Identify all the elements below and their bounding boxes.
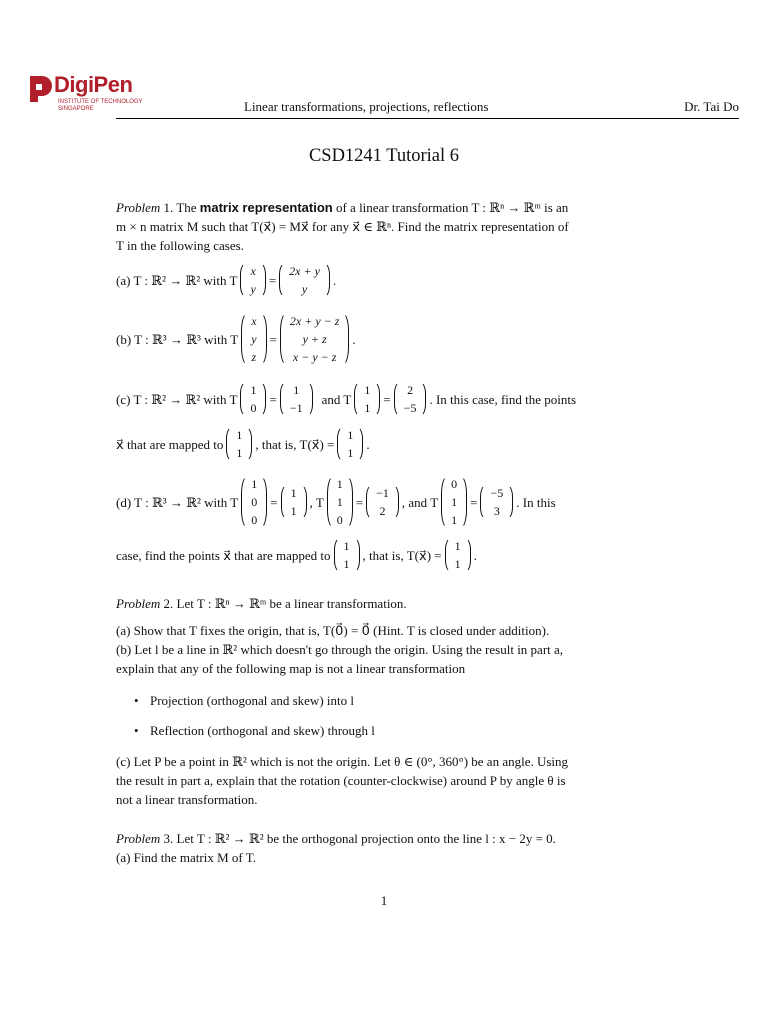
problem-1d-text: (d) T : ℝ³ → ℝ² with T (116, 494, 239, 510)
cell: 1 (236, 446, 243, 460)
cell: 2x + y (289, 264, 320, 278)
cell: −5 (490, 486, 504, 500)
bullet-text: Projection (orthogonal and skew) into l (150, 693, 354, 708)
cell: 1 (347, 428, 354, 442)
matrix-b-input (241, 312, 266, 366)
cell: y (250, 282, 256, 296)
problem-1b: (b) T : ℝ³ → ℝ³ with T x y z = 2x + y − z y + z x − y − z . (116, 314, 356, 364)
problem-1a-text: (a) T : ℝ² → ℝ² with T (116, 272, 238, 288)
cell: 1 (290, 504, 297, 518)
cell: 3 (493, 504, 500, 518)
cell: 0 (251, 495, 258, 509)
cell: 1 (454, 539, 461, 553)
matrix-d-output-1 (281, 484, 307, 520)
problem-1-intro (116, 198, 656, 255)
matrix-a-output (279, 262, 330, 298)
matrix-d-input-2 (327, 475, 353, 529)
cell: 1 (364, 383, 371, 397)
cell: y (301, 282, 308, 296)
problem-2b-line-2: explain that any of the following map is not a linear transformation (116, 661, 466, 676)
matrix-a-input (240, 262, 265, 298)
problem-2-intro-text: Let T : ℝⁿ → ℝᵐ be a linear transformation. (176, 596, 407, 611)
problem-2c-line-2: the result in part a, explain that the rotation (counter-clockwise) around P by angle θ is (116, 773, 566, 788)
logo-subtitle: INSTITUTE OF TECHNOLOGY SINGAPORE (58, 99, 143, 112)
problem-1d: (d) T : ℝ³ → ℝ² with T 1 0 0 = 1 1 , T 1 1 0 = −1 2 , and T 0 1 1 = −5 3 . In this (116, 477, 556, 527)
bullet-text: Reflection (orthogonal and skew) through l (150, 723, 375, 738)
matrix-c-input-2 (354, 381, 380, 417)
problem-3a: (a) Find the matrix M of T. (116, 850, 256, 865)
problem-1c-line2-mid: , that is, T(x⃗) = (255, 436, 335, 452)
cell: y + z (302, 332, 327, 346)
document-title: CSD1241 Tutorial 6 (308, 146, 460, 166)
problem-1-label: Problem (116, 200, 161, 215)
problem-2-label: Problem (116, 596, 161, 611)
matrix-d-target-2 (445, 537, 471, 573)
problem-3 (116, 829, 656, 867)
cell: 1 (251, 477, 258, 491)
matrix-c-target-2 (337, 426, 363, 462)
problem-1c-post: . In this case, find the points (429, 391, 577, 407)
problem-2c-line-1: (c) Let P be a point in ℝ² which is not the origin. Let θ ∈ (0°, 360°) be an angle. Using (116, 754, 569, 769)
matrix-c-input-1 (240, 381, 266, 417)
cell: 1 (364, 401, 371, 415)
cell: 1 (343, 557, 350, 571)
cell: 1 (336, 495, 343, 509)
cell: −1 (289, 401, 303, 415)
header-rule (116, 118, 739, 119)
header-author: Dr. Tai Do (684, 99, 739, 114)
problem-2-intro (116, 594, 656, 613)
cell: −5 (403, 401, 417, 415)
cell: 1 (336, 477, 343, 491)
matrix-d-target (334, 537, 360, 573)
cell: 0 (250, 401, 257, 415)
cell: 1 (290, 486, 297, 500)
problem-2-num: 2. (163, 596, 174, 611)
cell: 1 (454, 557, 461, 571)
problem-2-parts-ab (116, 621, 656, 678)
matrix-d-input-1 (241, 475, 267, 529)
cell: −1 (376, 486, 389, 500)
problem-1d-and: , and T (401, 494, 439, 510)
problem-3-label: Problem (116, 831, 161, 846)
problem-1-bold-term: matrix representation (199, 200, 333, 215)
cell: z (251, 350, 257, 364)
matrix-d-output-2 (366, 484, 399, 520)
cell: 1 (250, 383, 257, 397)
header-title: Linear transformations, projections, reflections (244, 99, 489, 114)
problem-1c: (c) T : ℝ² → ℝ² with T 1 0 = 1 −1 and T 1 1 = 2 −5 . In this case, find the points (116, 383, 577, 415)
problem-1d-t: , T (309, 494, 324, 510)
problem-2-bullet-list (116, 691, 656, 740)
problem-1c-text: (c) T : ℝ² → ℝ² with T (116, 391, 238, 407)
digipen-logo-mark-icon (28, 74, 52, 104)
cell: 2x + y − z (289, 314, 340, 328)
running-header (116, 99, 739, 117)
bullet-item (116, 721, 656, 740)
problem-1-intro-a: The (176, 200, 197, 215)
cell: 2 (407, 383, 414, 397)
cell: 0 (451, 477, 458, 491)
problem-1d-line2-text: case, find the points x⃗ that are mapped to (116, 547, 331, 563)
logo-name: DigiPen (54, 72, 133, 97)
bullet-icon: • (134, 723, 139, 738)
cell: 2 (379, 504, 386, 518)
cell: 1 (293, 383, 300, 397)
problem-1c-and: and T (321, 391, 352, 407)
cell: 1 (343, 539, 350, 553)
cell: 1 (451, 513, 458, 527)
problem-3-num: 3. (163, 831, 174, 846)
problem-2a: (a) Show that T fixes the origin, that is, T(0⃗) = 0⃗ (Hint. T is closed under addition). (116, 623, 550, 638)
cell: y (251, 332, 257, 346)
bullet-item (116, 691, 656, 710)
problem-1d-line2-mid: , that is, T(x⃗) = (362, 547, 442, 563)
problem-1-line-2: m × n matrix M such that T(x⃗) = Mx⃗ for any x⃗ ∈ ℝⁿ. Find the matrix representation of (116, 219, 569, 234)
problem-1-line-3: T in the following cases. (116, 238, 244, 253)
matrix-c-output-2 (394, 381, 427, 417)
problem-1d-post: . In this (516, 494, 556, 510)
cell: x (250, 264, 256, 278)
bullet-icon: • (134, 693, 139, 708)
problem-3-intro: Let T : ℝ² → ℝ² be the orthogonal projection onto the line l : x − 2y = 0. (176, 831, 556, 846)
matrix-c-output-1 (280, 381, 313, 417)
problem-2c-line-3: not a linear transformation. (116, 792, 258, 807)
problem-1-num: 1. (163, 200, 174, 215)
problem-1-intro-b: of a linear transformation T : ℝⁿ → ℝᵐ is an (335, 200, 569, 215)
cell: x − y − z (292, 350, 337, 364)
cell: 0 (336, 513, 343, 527)
cell: 0 (251, 513, 258, 527)
page-number: 1 (380, 893, 388, 908)
matrix-b-output (280, 312, 350, 366)
problem-1c-line-2: x⃗ that are mapped to 1 1 , that is, T(x⃗) = 1 1 . (116, 428, 370, 460)
matrix-c-target (226, 426, 252, 462)
matrix-d-output-3 (480, 484, 513, 520)
problem-1c-line2-text: x⃗ that are mapped to (116, 436, 224, 452)
problem-1b-text: (b) T : ℝ³ → ℝ³ with T (116, 331, 239, 347)
cell: x (251, 314, 257, 328)
problem-1a: (a) T : ℝ² → ℝ² with T x y = 2x + y y . (116, 264, 337, 296)
cell: 1 (236, 428, 243, 442)
problem-2c (116, 752, 656, 809)
matrix-d-input-3 (441, 475, 467, 529)
cell: 1 (451, 495, 458, 509)
cell: 1 (347, 446, 354, 460)
problem-2b-line-1: (b) Let l be a line in ℝ² which doesn't go through the origin. Using the result in part a, (116, 642, 564, 657)
problem-1d-line-2: case, find the points x⃗ that are mapped to 1 1 , that is, T(x⃗) = 1 1 . (116, 539, 477, 571)
